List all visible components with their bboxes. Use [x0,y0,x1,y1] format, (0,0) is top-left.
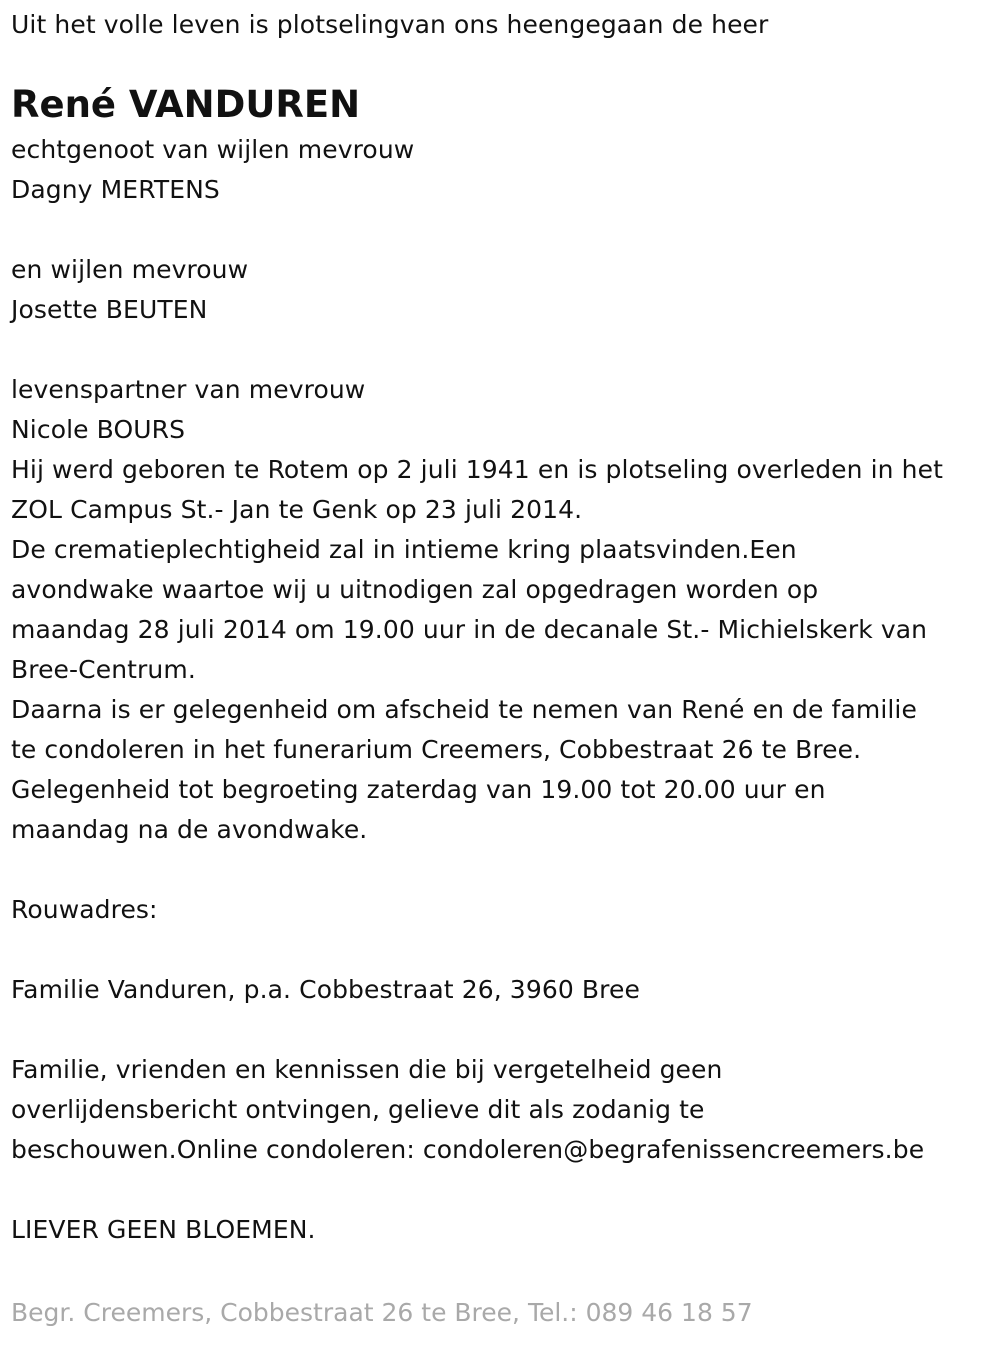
body-line: Daarna is er gelegenheid om afscheid te nemen van René en de familie [11,695,917,724]
no-flowers-notice: LIEVER GEEN BLOEMEN. [11,1215,316,1244]
body-line: Gelegenheid tot begroeting zaterdag van 19.00 tot 20.00 uur en [11,775,826,804]
mourning-address-label: Rouwadres: [11,895,158,924]
body-line: maandag 28 juli 2014 om 19.00 uur in de decanale St.- Michielskerk van [11,615,928,644]
closing-line: beschouwen.Online condoleren: condoleren@begrafenissencreemers.be [11,1135,925,1164]
body-line: De crematieplechtigheid zal in intieme kring plaatsvinden.Een [11,535,797,564]
body-line: ZOL Campus St.- Jan te Genk op 23 juli 2014. [11,495,583,524]
spacer [11,330,996,370]
spouse2-name: Josette BEUTEN [11,295,208,324]
body-line: maandag na de avondwake. [11,815,368,844]
closing-line: overlijdensbericht ontvingen, gelieve dit als zodanig te [11,1095,705,1124]
closing-line: Familie, vrienden en kennissen die bij vergetelheid geen [11,1055,723,1084]
mourning-address: Familie Vanduren, p.a. Cobbestraat 26, 3960 Bree [11,975,640,1004]
body-line: Bree-Centrum. [11,655,196,684]
funeral-home-footer: Begr. Creemers, Cobbestraat 26 te Bree, Tel.: 089 46 18 57 [11,1298,753,1327]
partner-name: Nicole BOURS [11,415,186,444]
spacer [11,210,996,250]
body-line: Hij werd geboren te Rotem op 2 juli 1941 en is plotseling overleden in het [11,455,943,484]
body-paragraph [11,450,996,850]
intro-text: Uit het volle leven is plotselingvan ons heengegaan de heer [11,10,769,39]
spouse2-relation: en wijlen mevrouw [11,255,249,284]
partner-relation: levenspartner van mevrouw [11,375,366,404]
spacer [11,1010,996,1050]
spouse1-relation: echtgenoot van wijlen mevrouw [11,135,415,164]
spacer [11,930,996,970]
deceased-name: René VANDUREN [11,83,361,126]
spouse1-name: Dagny MERTENS [11,175,220,204]
obituary-notice [11,0,996,1250]
spacer [11,850,996,890]
closing-paragraph [11,1050,996,1170]
body-line: avondwake waartoe wij u uitnodigen zal opgedragen worden op [11,575,819,604]
spacer [11,1170,996,1210]
body-line: te condoleren in het funerarium Creemers, Cobbestraat 26 te Bree. [11,735,862,764]
